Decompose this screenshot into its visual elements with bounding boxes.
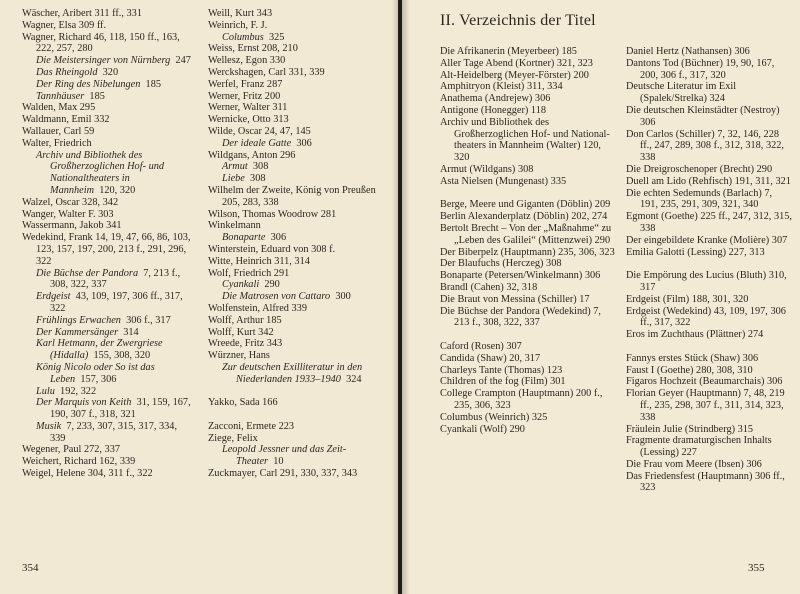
page-refs: 300 <box>335 291 351 303</box>
work-title: Zur deutschen Exilliteratur in den Niederlanden 1933–1940 <box>222 361 363 385</box>
index-entry: Die deutschen Kleinstädter (Nestroy) 306 <box>626 104 780 128</box>
index-entry: Deutsche Literatur im Exil (Spalek/Strelka) 324 <box>626 81 737 105</box>
index-entry: Weill, Kurt 343 <box>208 8 273 19</box>
index-entry: Candida (Shaw) 20, 317 <box>440 352 541 364</box>
index-entry: Eros im Zuchthaus (Plättner) 274 <box>626 329 764 341</box>
index-subentry <box>22 338 194 362</box>
index-subentry <box>22 315 194 327</box>
index-entry: Wolff, Kurt 342 <box>208 326 274 338</box>
index-entry: Die Büchse der Pandora (Wedekind) 7, 213 f., 308, 322, 337 <box>440 305 602 329</box>
page-number-left: 354 <box>22 562 39 574</box>
work-title: König Nicolo oder So ist das Leben <box>36 361 155 385</box>
page-refs: 306 <box>296 137 312 149</box>
index-entry: Wegener, Paul 272, 337 <box>22 444 120 456</box>
index-entry: Alt-Heidelberg (Meyer-Förster) 200 <box>440 69 589 81</box>
index-entry: Wellesz, Egon 330 <box>208 55 286 67</box>
index-column-left-2 <box>208 8 388 480</box>
index-entry: Columbus (Weinrich) 325 <box>440 411 548 423</box>
index-subentry <box>208 444 388 468</box>
index-entry: Wilhelm der Zweite, König von Preußen 205, 283, 338 <box>208 184 376 208</box>
index-subentry <box>208 161 388 173</box>
index-entry: Anathema (Andrejew) 306 <box>440 93 551 105</box>
index-column-left-1 <box>22 8 194 480</box>
index-entry: Fragmente dramaturgischen Inhalts (Lessing) 227 <box>626 435 772 459</box>
work-title: Cyankali <box>222 279 260 291</box>
index-entry: Bonaparte (Petersen/Winkelmann) 306 <box>440 270 601 282</box>
work-title: Die Meistersinger von Nürnberg <box>36 55 171 67</box>
page-refs: 325 <box>268 31 285 43</box>
index-entry: Armut (Wildgans) 308 <box>440 163 534 175</box>
index-entry: Walden, Max 295 <box>22 102 96 114</box>
page-refs: 247 <box>175 55 191 67</box>
index-entry: Wedekind, Frank 14, 19, 47, 66, 86, 103, 123, 157, 197, 200, 213 f., 291, 296, 322 <box>22 232 191 267</box>
work-title: Frühlings Erwachen <box>36 314 121 326</box>
entry-gap <box>208 409 388 421</box>
index-entry: Fräulein Julie (Strindberg) 315 <box>626 423 754 435</box>
index-entry: Wassermann, Jakob 341 <box>22 220 122 232</box>
work-title: Die Büchse der Pandora <box>36 267 139 279</box>
index-entry: Die Braut von Messina (Schiller) 17 <box>440 293 590 305</box>
index-entry: Die Dreigroschenoper (Brecht) 290 <box>626 163 773 175</box>
index-entry: Walzel, Oscar 328, 342 <box>22 196 119 208</box>
index-entry: Wernicke, Otto 313 <box>208 114 289 126</box>
index-subentry <box>208 32 388 44</box>
page-refs: 185 <box>89 90 105 102</box>
index-entry: Weinrich, F. J. <box>208 19 268 31</box>
index-entry: Der Blaufuchs (Herczeg) 308 <box>440 258 562 270</box>
index-subentry <box>22 79 194 91</box>
work-title: Das Rheingold <box>36 66 98 78</box>
index-subentry <box>22 91 194 103</box>
index-entry: Weiss, Ernst 208, 210 <box>208 43 298 55</box>
page-refs: 314 <box>123 326 139 338</box>
index-entry: Wolf, Friedrich 291 <box>208 267 290 279</box>
work-title: Archiv und Bibliothek des Großherzoglichen Hof- und Nationaltheaters in Mannheim <box>36 149 165 196</box>
index-entry: Charleys Tante (Thomas) 123 <box>440 364 563 376</box>
index-entry: Cyankali (Wolf) 290 <box>440 423 525 435</box>
work-title: Der Marquis von Keith <box>36 397 132 409</box>
index-entry: Daniel Hertz (Nathansen) 306 <box>626 46 750 57</box>
index-subentry <box>208 362 388 386</box>
index-entry: Faust I (Goethe) 280, 308, 310 <box>626 364 753 376</box>
work-title: Die Matrosen von Cattaro <box>222 291 331 303</box>
index-entry: Walter, Friedrich <box>22 137 92 149</box>
page-refs: 185 <box>145 78 161 90</box>
work-title: Armut <box>222 161 248 173</box>
index-entry: Yakko, Sada 166 <box>208 397 278 409</box>
page-refs: 306 f., 317 <box>126 314 171 326</box>
page-refs: 306 <box>270 232 287 244</box>
index-subentry <box>22 362 194 386</box>
index-entry: Ziege, Felix <box>208 432 258 444</box>
index-entry: Florian Geyer (Hauptmann) 7, 48, 219 ff., 235, 298, 307 f., 311, 314, 323, 338 <box>626 388 785 423</box>
index-entry: Archiv und Bibliothek des Großherzoglichen Hof- und National-theaters in Mannheim (Walter) 120, 320 <box>440 116 610 164</box>
index-entry: Werfel, Franz 287 <box>208 78 283 90</box>
work-title: Lulu <box>36 385 55 397</box>
work-title: Der Kammersänger <box>36 326 119 338</box>
work-title: Bonaparte <box>222 232 266 244</box>
index-entry: Werckshagen, Carl 331, 339 <box>208 66 325 78</box>
work-title: Der Ring des Nibelungen <box>36 78 141 90</box>
work-title: Karl Hetmann, der Zwergriese (Hidalla) <box>36 338 163 362</box>
index-entry: Wanger, Walter F. 303 <box>22 208 114 220</box>
entry-gap <box>440 329 616 341</box>
index-entry: Wolfenstein, Alfred 339 <box>208 302 307 314</box>
index-subentry <box>208 279 388 291</box>
page-refs: 324 <box>346 373 362 385</box>
index-entry: Weigel, Helene 304, 311 f., 322 <box>22 468 153 480</box>
index-entry: Children of the fog (Film) 301 <box>440 376 566 388</box>
work-title: Tannhäuser <box>36 90 85 102</box>
section-heading: II. Verzeichnis der Titel <box>440 12 596 29</box>
index-subentry <box>22 268 194 292</box>
index-subentry <box>208 291 388 303</box>
index-entry: Egmont (Goethe) 225 ff., 247, 312, 315, 338 <box>626 211 792 234</box>
index-column-right-2 <box>626 46 792 494</box>
index-entry: Berlin Alexanderplatz (Döblin) 202, 274 <box>440 211 608 223</box>
index-subentry <box>208 232 388 244</box>
index-subentry <box>208 138 388 150</box>
index-entry: Dantons Tod (Büchner) 19, 90, 167, 200, 306 f., 317, 320 <box>626 57 775 81</box>
left-page <box>0 0 398 594</box>
index-subentry <box>22 55 194 67</box>
index-entry: Fannys erstes Stück (Shaw) 306 <box>626 352 759 364</box>
index-entry: Zacconi, Ermete 223 <box>208 420 295 432</box>
page-refs: 120, 320 <box>99 184 136 196</box>
page-refs: 7, 213 f., 308, 322, 337 <box>50 267 181 291</box>
index-entry: Das Friedensfest (Hauptmann) 306 ff., 323 <box>626 470 785 494</box>
index-entry: Die Afrikanerin (Meyerbeer) 185 <box>440 46 577 57</box>
index-entry: Der Biberpelz (Hauptmann) 235, 306, 323 <box>440 246 615 258</box>
index-entry: Witte, Heinrich 311, 314 <box>208 255 310 267</box>
index-entry: Die echten Sedemunds (Barlach) 7, 191, 235, 291, 309, 321, 340 <box>626 187 773 211</box>
entry-gap <box>626 341 792 353</box>
page-refs: 157, 306 <box>80 373 117 385</box>
index-entry: Berge, Meere und Giganten (Döblin) 209 <box>440 199 611 211</box>
index-subentry <box>22 291 194 315</box>
index-entry: Figaros Hochzeit (Beaumarchais) 306 <box>626 376 783 388</box>
index-entry: Waldmann, Emil 332 <box>22 114 110 126</box>
entry-gap <box>208 386 388 398</box>
index-entry: Wallauer, Carl 59 <box>22 125 95 137</box>
index-subentry <box>22 386 194 398</box>
work-title: Liebe <box>222 173 245 185</box>
page-refs: 31, 159, 167, 190, 307 f., 318, 321 <box>50 397 191 421</box>
page-refs: 290 <box>264 279 280 291</box>
index-entry: Brandl (Cahen) 32, 318 <box>440 281 538 293</box>
index-entry: Bertolt Brecht – Von der „Maßnahme“ zu „Leben des Galilei“ (Mittenzwei) 290 <box>440 222 612 246</box>
index-entry: Don Carlos (Schiller) 7, 32, 146, 228 ff., 247, 289, 308 f., 312, 318, 322, 338 <box>626 128 784 164</box>
index-entry: College Crampton (Hauptmann) 200 f., 235, 306, 323 <box>440 388 603 411</box>
page-refs: 7, 233, 307, 315, 317, 334, 339 <box>50 420 178 444</box>
index-entry: Asta Nielsen (Mungenast) 335 <box>440 175 567 187</box>
index-subentry <box>22 150 194 197</box>
index-subentry <box>22 67 194 79</box>
index-entry: Caford (Rosen) 307 <box>440 340 522 352</box>
index-entry: Winkelmann <box>208 220 261 232</box>
index-entry: Die Empörung des Lucius (Bluth) 310, 317 <box>626 270 787 293</box>
entry-gap <box>626 258 792 270</box>
page-refs: 155, 308, 320 <box>93 350 151 362</box>
index-entry: Weichert, Richard 162, 339 <box>22 456 136 468</box>
page-refs: 320 <box>102 66 119 78</box>
index-entry: Erdgeist (Wedekind) 43, 109, 197, 306 ff., 317, 322 <box>626 305 786 329</box>
index-subentry <box>22 421 194 445</box>
index-entry: Wilson, Thomas Woodrow 281 <box>208 208 337 220</box>
work-title: Erdgeist <box>36 291 71 303</box>
index-subentry <box>22 397 194 421</box>
index-entry: Der eingebildete Kranke (Molière) 307 <box>626 234 788 246</box>
index-entry: Die Frau vom Meere (Ibsen) 306 <box>626 458 762 470</box>
index-entry: Amphitryon (Kleist) 311, 334 <box>440 81 563 93</box>
index-entry: Antigone (Honegger) 118 <box>440 104 546 116</box>
index-subentry <box>22 327 194 339</box>
entry-gap <box>440 188 616 200</box>
work-title: Leopold Jessner und das Zeit-Theater <box>222 444 347 468</box>
work-title: Der ideale Gatte <box>222 137 292 149</box>
index-entry: Wäscher, Aribert 311 ff., 331 <box>22 8 142 19</box>
index-entry: Werner, Walter 311 <box>208 102 288 114</box>
page-refs: 308 <box>250 173 266 185</box>
index-entry: Wagner, Elsa 309 ff. <box>22 19 107 31</box>
page-refs: 43, 109, 197, 306 ff., 317, 322 <box>50 291 183 314</box>
index-entry: Emilia Galotti (Lessing) 227, 313 <box>626 246 765 258</box>
index-entry: Wolff, Arthur 185 <box>208 314 282 326</box>
index-entry: Wilde, Oscar 24, 47, 145 <box>208 125 311 137</box>
index-entry: Wildgans, Anton 296 <box>208 149 296 161</box>
work-title: Musik <box>36 420 62 432</box>
index-entry: Aller Tage Abend (Kortner) 321, 323 <box>440 57 593 69</box>
index-entry: Erdgeist (Film) 188, 301, 320 <box>626 293 749 305</box>
work-title: Columbus <box>222 31 264 43</box>
index-entry: Zuckmayer, Carl 291, 330, 337, 343 <box>208 468 358 480</box>
index-entry: Werner, Fritz 200 <box>208 90 281 102</box>
index-subentry <box>208 173 388 185</box>
index-column-right-1 <box>440 46 616 435</box>
index-entry: Winterstein, Eduard von 308 f. <box>208 243 336 255</box>
index-entry: Wagner, Richard 46, 118, 150 ff., 163, 222, 257, 280 <box>22 31 180 55</box>
index-entry: Würzner, Hans <box>208 350 270 362</box>
index-entry: Wreede, Fritz 343 <box>208 338 283 350</box>
index-entry: Duell am Lido (Rehfisch) 191, 311, 321 <box>626 175 791 187</box>
page-refs: 308 <box>252 161 269 173</box>
page-refs: 10 <box>273 456 284 468</box>
page-refs: 192, 322 <box>60 385 97 397</box>
page-number-right: 355 <box>748 562 765 574</box>
